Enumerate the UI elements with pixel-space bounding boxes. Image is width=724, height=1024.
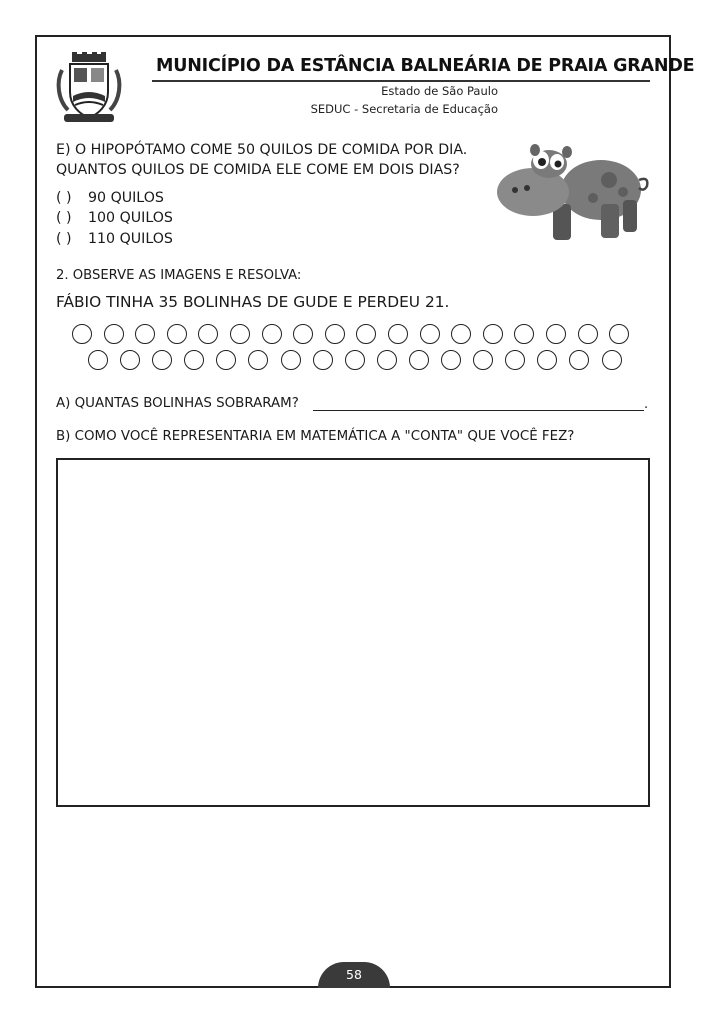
header-title: MUNICÍPIO DA ESTÂNCIA BALNEÁRIA DE PRAIA GRANDE bbox=[156, 56, 695, 76]
option-100[interactable] bbox=[56, 210, 173, 226]
question-e-line2: QUANTOS QUILOS DE COMIDA ELE COME EM DOIS DIAS? bbox=[56, 162, 460, 178]
answer-a-period: . bbox=[644, 397, 649, 412]
marble-icon bbox=[281, 350, 301, 370]
marble-icon bbox=[451, 324, 471, 344]
question-e-line1: E) O HIPOPÓTAMO COME 50 QUILOS DE COMIDA POR DIA. bbox=[56, 142, 468, 158]
question-a: A) QUANTAS BOLINHAS SOBRARAM? bbox=[56, 396, 299, 411]
question-b: B) COMO VOCÊ REPRESENTARIA EM MATEMÁTICA A "CONTA" QUE VOCÊ FEZ? bbox=[56, 429, 575, 444]
marble-icon bbox=[293, 324, 313, 344]
option-label: 110 QUILOS bbox=[88, 231, 173, 247]
header-state: Estado de São Paulo bbox=[381, 84, 498, 98]
marble-icon bbox=[602, 350, 622, 370]
option-110[interactable] bbox=[56, 231, 173, 247]
marble-icon bbox=[104, 324, 124, 344]
option-checkbox[interactable]: ( ) bbox=[56, 190, 72, 206]
marble-icon bbox=[377, 350, 397, 370]
option-label: 90 QUILOS bbox=[88, 190, 164, 206]
marble-icon bbox=[325, 324, 345, 344]
marble-icon bbox=[152, 350, 172, 370]
marble-icon bbox=[88, 350, 108, 370]
marble-icon bbox=[135, 324, 155, 344]
marble-icon bbox=[514, 324, 534, 344]
option-checkbox[interactable]: ( ) bbox=[56, 231, 72, 247]
marble-icon bbox=[120, 350, 140, 370]
marble-icon bbox=[578, 324, 598, 344]
marble-icon bbox=[420, 324, 440, 344]
marble-icon bbox=[569, 350, 589, 370]
marble-icon bbox=[248, 350, 268, 370]
marble-icon bbox=[441, 350, 461, 370]
marble-icon bbox=[230, 324, 250, 344]
marble-icon bbox=[388, 324, 408, 344]
marble-icon bbox=[198, 324, 218, 344]
marble-icon bbox=[184, 350, 204, 370]
marble-icon bbox=[505, 350, 525, 370]
marble-icon bbox=[409, 350, 429, 370]
marble-icon bbox=[356, 324, 376, 344]
header-department: SEDUC - Secretaria de Educação bbox=[310, 102, 498, 116]
marble-icon bbox=[473, 350, 493, 370]
marbles-prompt: FÁBIO TINHA 35 BOLINHAS DE GUDE E PERDEU 21. bbox=[56, 293, 450, 311]
option-90[interactable] bbox=[56, 190, 164, 206]
hippo-illustration-icon bbox=[493, 140, 653, 250]
answer-a-line[interactable] bbox=[313, 410, 644, 411]
municipal-crest-icon bbox=[54, 52, 124, 124]
marble-icon bbox=[483, 324, 503, 344]
marble-icon bbox=[313, 350, 333, 370]
marble-icon bbox=[537, 350, 557, 370]
option-label: 100 QUILOS bbox=[88, 210, 173, 226]
marble-icon bbox=[167, 324, 187, 344]
header-divider bbox=[152, 80, 650, 82]
marble-icon bbox=[262, 324, 282, 344]
marble-row-1 bbox=[72, 324, 629, 344]
section-2-title: 2. OBSERVE AS IMAGENS E RESOLVA: bbox=[56, 268, 302, 283]
marble-icon bbox=[609, 324, 629, 344]
page-number: 58 bbox=[346, 967, 362, 982]
marble-icon bbox=[72, 324, 92, 344]
marble-icon bbox=[546, 324, 566, 344]
answer-b-box[interactable] bbox=[56, 458, 650, 807]
option-checkbox[interactable]: ( ) bbox=[56, 210, 72, 226]
marble-row-2 bbox=[88, 350, 622, 370]
marble-icon bbox=[216, 350, 236, 370]
marble-icon bbox=[345, 350, 365, 370]
